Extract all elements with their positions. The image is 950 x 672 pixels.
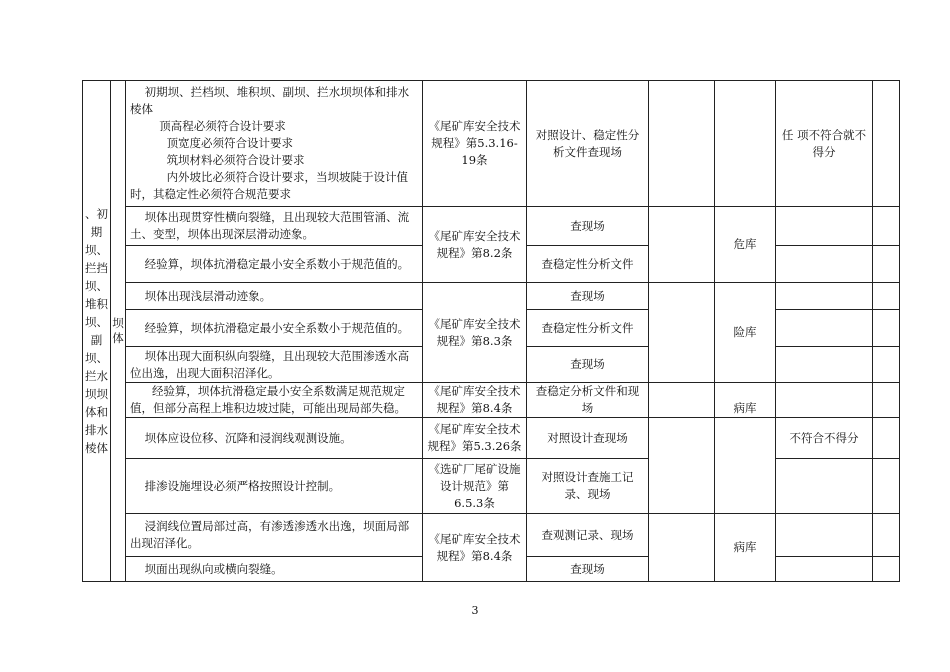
method-cell: 查现场 xyxy=(527,207,649,246)
rating-cell: 病库 xyxy=(715,514,776,582)
empty-cell xyxy=(776,283,873,310)
method-cell: 查现场 xyxy=(527,347,649,383)
content-cell: 浸润线位置局部过高，有渗透渗透水出逸，坝面局部出现沼泽化。 xyxy=(126,514,423,557)
rating-cell: 险库 xyxy=(715,283,776,383)
method-cell: 查现场 xyxy=(527,557,649,582)
empty-cell xyxy=(776,514,873,557)
empty-cell xyxy=(873,283,900,310)
content-cell: 坝体出现贯穿性横向裂缝，且出现较大范围管涌、流土、变型，坝体出现深层滑动迹象。 xyxy=(126,207,423,246)
content-cell: 坝体出现大面积纵向裂缝，且出现较大范围渗透水高位出逸，出现大面积沼泽化。 xyxy=(126,347,423,383)
rating-cell: 病库 xyxy=(715,383,776,418)
empty-cell xyxy=(873,81,900,207)
empty-cell xyxy=(776,310,873,347)
method-cell: 查稳定性分析文件 xyxy=(527,310,649,347)
empty-cell xyxy=(776,557,873,582)
empty-cell xyxy=(649,81,715,207)
empty-cell xyxy=(649,514,715,582)
page-number: 3 xyxy=(471,604,479,617)
basis-cell: 《选矿厂尾矿设施设计规范》第6.5.3条 xyxy=(423,459,527,514)
content-cell: 经验算，坝体抗滑稳定最小安全系数小于规范值的。 xyxy=(126,310,423,347)
content-cell: 排渗设施埋设必须严格按照设计控制。 xyxy=(126,459,423,514)
empty-cell xyxy=(873,383,900,418)
empty-cell xyxy=(776,383,873,418)
method-cell: 查观测记录、现场 xyxy=(527,514,649,557)
empty-cell xyxy=(873,347,900,383)
basis-cell: 《尾矿库安全技术规程》第8.4条 xyxy=(423,514,527,582)
scoring-cell: 不符合不得分 xyxy=(776,418,873,459)
basis-cell: 《尾矿库安全技术规程》第8.3条 xyxy=(423,283,527,383)
empty-cell xyxy=(873,418,900,459)
rating-cell: 危库 xyxy=(715,207,776,283)
empty-cell xyxy=(715,418,776,514)
empty-cell xyxy=(873,310,900,347)
empty-cell xyxy=(776,347,873,383)
content-cell: 经验算，坝体抗滑稳定最小安全系数小于规范值的。 xyxy=(126,246,423,283)
empty-cell xyxy=(776,246,873,283)
empty-cell xyxy=(873,207,900,246)
method-cell: 查现场 xyxy=(527,283,649,310)
empty-cell xyxy=(649,383,715,418)
content-cell: 坝体应设位移、沉降和浸润线观测设施。 xyxy=(126,418,423,459)
empty-cell xyxy=(873,246,900,283)
content-cell: 坝面出现纵向或横向裂缝。 xyxy=(126,557,423,582)
method-cell: 对照设计查施工记录、现场 xyxy=(527,459,649,514)
content-cell: 坝体出现浅层滑动迹象。 xyxy=(126,283,423,310)
inspection-table xyxy=(82,80,900,582)
empty-cell xyxy=(776,459,873,514)
rating-cell xyxy=(715,81,776,207)
basis-cell: 《尾矿库安全技术规程》第5.3.26条 xyxy=(423,418,527,459)
empty-cell xyxy=(873,459,900,514)
empty-cell xyxy=(649,283,715,383)
basis-cell: 《尾矿库安全技术规程》第8.2条 xyxy=(423,207,527,283)
empty-cell xyxy=(873,514,900,557)
content-cell: 经验算，坝体抗滑稳定最小安全系数满足规范规定值，但部分高程上堆积边坡过陡，可能出现局部失稳。 xyxy=(126,383,423,418)
basis-cell: 《尾矿库安全技术规程》第8.4条 xyxy=(423,383,527,418)
method-cell: 查稳定分析文件和现场 xyxy=(527,383,649,418)
content-cell: 初期坝、拦档坝、堆积坝、副坝、拦水坝坝体和排水棱体 顶高程必须符合设计要求 顶宽度必须符合设计要求 筑坝材料必须符合设计要求 内外坡比必须符合设计要求，当坝坡陡于设计值时，其稳定性必须符合规范要求 xyxy=(126,81,423,207)
subcategory-cell: 坝体 xyxy=(111,81,126,582)
method-cell: 对照设计、稳定性分析文件查现场 xyxy=(527,81,649,207)
method-cell: 查稳定性分析文件 xyxy=(527,246,649,283)
method-cell: 对照设计查现场 xyxy=(527,418,649,459)
basis-cell: 《尾矿库安全技术规程》第5.3.16-19条 xyxy=(423,81,527,207)
scoring-cell: 任 项不符合就不得分 xyxy=(776,81,873,207)
empty-cell xyxy=(776,207,873,246)
empty-cell xyxy=(649,207,715,283)
empty-cell xyxy=(873,557,900,582)
empty-cell xyxy=(649,418,715,514)
category-cell: 、初期坝、拦挡坝、堆积坝、副坝、拦水坝坝体和排水棱体 xyxy=(83,81,111,582)
